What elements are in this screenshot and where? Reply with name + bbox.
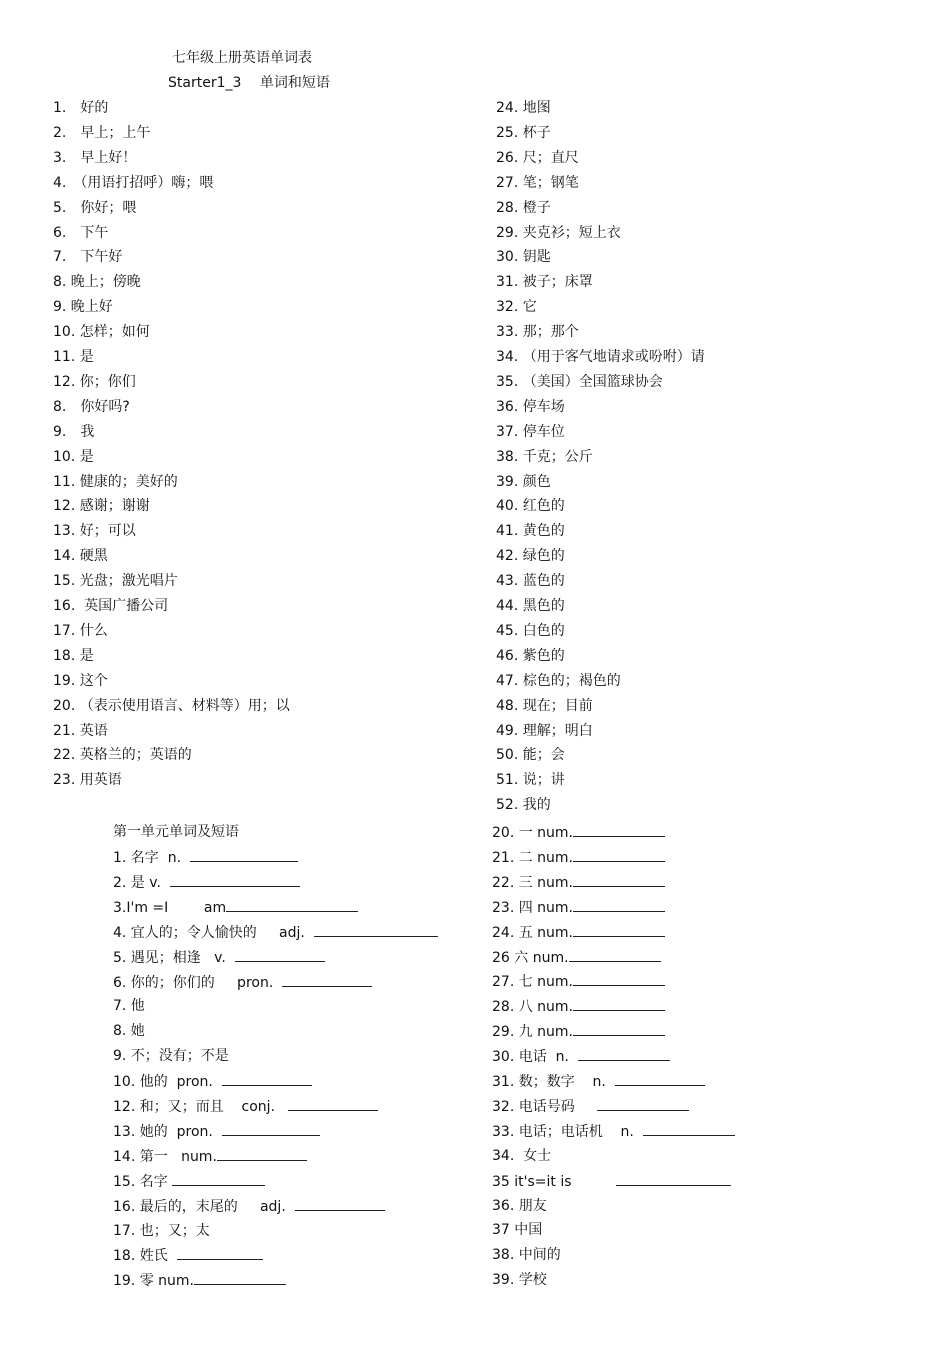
list-item	[113, 1271, 286, 1290]
list-item-text: 32. 电话号码	[492, 1098, 597, 1115]
list-item	[496, 697, 593, 715]
list-item	[496, 298, 537, 316]
list-item	[496, 248, 551, 266]
list-item-text: 19. 零 num.	[113, 1273, 194, 1290]
list-item	[53, 697, 290, 715]
list-item-text: 23. 用英语	[53, 772, 122, 789]
list-item-text: 14. 硬黑	[53, 548, 108, 565]
list-item	[492, 1022, 665, 1041]
list-item-text: 10. 他的 pron.	[113, 1074, 222, 1091]
answer-blank[interactable]	[235, 948, 325, 962]
answer-blank[interactable]	[643, 1122, 735, 1136]
list-item-text: 18. 姓氏	[113, 1248, 177, 1265]
list-item-text: 32. 它	[496, 299, 537, 316]
list-item	[496, 373, 663, 391]
list-item-text: 38. 千克；公斤	[496, 448, 593, 465]
list-item-text: 1. 好的	[53, 100, 109, 116]
list-item	[53, 224, 108, 242]
list-item	[53, 622, 108, 640]
list-item-text: 7. 下午好	[53, 249, 123, 266]
list-item	[496, 672, 621, 690]
list-item	[53, 647, 94, 665]
answer-blank[interactable]	[282, 973, 372, 987]
list-item	[113, 1072, 312, 1091]
list-item	[496, 149, 579, 167]
list-item	[53, 174, 213, 192]
list-item-text: 29. 夹克衫；短上衣	[496, 224, 621, 241]
list-item	[496, 796, 551, 814]
list-item-text: 13. 她的 pron.	[113, 1123, 222, 1140]
list-item-text: 39. 颜色	[496, 473, 551, 490]
list-item-text: 15. 名字	[113, 1173, 173, 1190]
list-item	[113, 873, 300, 892]
list-item-text: 25. 杯子	[496, 124, 551, 141]
answer-blank[interactable]	[616, 1172, 731, 1186]
list-item-text: 44. 黑色的	[496, 598, 565, 614]
list-item	[113, 1147, 307, 1166]
list-item-text: 26. 尺；直尺	[496, 149, 579, 166]
list-item	[496, 473, 551, 491]
list-item-text: 3. 早上好！	[53, 149, 137, 166]
list-item	[492, 823, 665, 842]
list-item	[53, 149, 136, 167]
list-item	[496, 398, 565, 416]
unit1-heading: 第一单元单词及短语	[113, 824, 239, 840]
list-item-text: 52. 我的	[496, 797, 551, 814]
list-item	[113, 1197, 385, 1216]
list-item	[113, 1172, 265, 1191]
list-item-text: 9. 不；没有；不是	[113, 1048, 229, 1065]
list-item-text: 9. 晚上好	[53, 299, 113, 316]
page-subtitle: Starter1_3 单词和短语	[168, 75, 330, 91]
list-item	[492, 923, 665, 942]
list-item-text: 23. 四 num.	[492, 899, 573, 916]
list-item-text: 39. 学校	[492, 1272, 547, 1289]
list-item-text: 11. 是	[53, 349, 94, 365]
list-item-text: 31. 数；数字 n.	[492, 1074, 615, 1090]
list-item-text: 13. 好；可以	[53, 523, 136, 540]
list-item-text: 28. 橙子	[496, 199, 551, 216]
list-item	[492, 1097, 689, 1116]
list-item	[492, 1221, 542, 1239]
list-item	[492, 1271, 547, 1289]
answer-blank[interactable]	[222, 1122, 320, 1136]
list-item-text: 14. 第一 num.	[113, 1148, 217, 1165]
answer-blank[interactable]	[573, 873, 665, 887]
answer-blank[interactable]	[190, 848, 298, 862]
list-item	[492, 1122, 735, 1141]
list-item-text: 29. 九 num.	[492, 1024, 573, 1041]
list-item-text: 2. 早上；上午	[53, 124, 151, 141]
list-item	[496, 771, 565, 789]
list-item	[492, 1072, 705, 1091]
list-item-text: 35. （美国）全国篮球协会	[496, 373, 663, 390]
list-item	[492, 898, 665, 917]
list-item-text: 47. 棕色的；褐色的	[496, 672, 621, 689]
answer-blank[interactable]	[573, 898, 665, 912]
list-item-text: 8. 你好吗?	[53, 398, 130, 415]
answer-blank[interactable]	[569, 948, 661, 962]
list-item	[492, 873, 665, 892]
list-item	[496, 348, 705, 366]
list-item-text: 12. 和；又；而且 conj.	[113, 1099, 289, 1115]
list-item-text: 19. 这个	[53, 672, 108, 689]
list-item	[53, 398, 130, 416]
list-item	[53, 547, 108, 565]
list-item	[53, 448, 94, 466]
list-item	[113, 923, 438, 942]
list-item	[492, 948, 661, 967]
answer-blank[interactable]	[295, 1197, 385, 1211]
list-item	[496, 622, 565, 640]
list-item-text: 16. 英国广播公司	[53, 598, 169, 614]
list-item-text: 17. 也；又；太	[113, 1222, 210, 1239]
list-item-text: 34. 女士	[492, 1147, 552, 1164]
list-item	[113, 948, 325, 967]
list-item	[53, 497, 150, 515]
list-item	[53, 473, 178, 491]
list-item-text: 15. 光盘；激光唱片	[53, 573, 178, 590]
list-item-text: 30. 钥匙	[496, 249, 551, 266]
list-item-text: 1. 名字 n.	[113, 850, 190, 866]
answer-blank[interactable]	[222, 1072, 312, 1086]
list-item-text: 33. 那；那个	[496, 324, 579, 341]
list-item	[53, 298, 113, 316]
list-item	[113, 1097, 378, 1116]
list-item-text: 26 六 num.	[492, 949, 569, 966]
list-item	[496, 647, 565, 665]
answer-blank[interactable]	[573, 972, 665, 986]
answer-blank[interactable]	[573, 848, 665, 862]
list-item	[496, 323, 579, 341]
list-item	[113, 1047, 229, 1065]
list-item-text: 10. 是	[53, 448, 94, 465]
answer-blank[interactable]	[170, 873, 300, 887]
list-item	[496, 224, 621, 242]
list-item-text: 20. （表示使用语言、材料等）用；以	[53, 697, 290, 714]
list-item-text: 27. 笔；钢笔	[496, 174, 579, 191]
list-item	[496, 522, 565, 540]
list-item	[53, 597, 168, 615]
list-item	[113, 898, 358, 917]
list-item-text: 21. 英语	[53, 722, 108, 739]
list-item-text: 30. 电话 n.	[492, 1049, 578, 1066]
list-item-text: 5. 你好；喂	[53, 199, 137, 216]
list-item-text: 8. 她	[113, 1023, 145, 1040]
list-item	[496, 99, 551, 117]
list-item-text: 17. 什么	[53, 622, 108, 639]
answer-blank[interactable]	[597, 1097, 689, 1111]
answer-blank[interactable]	[177, 1246, 263, 1260]
answer-blank[interactable]	[573, 823, 665, 837]
list-item	[496, 597, 565, 615]
list-item	[53, 572, 178, 590]
answer-blank[interactable]	[573, 1022, 665, 1036]
list-item	[496, 423, 565, 441]
list-item	[113, 1246, 263, 1265]
answer-blank[interactable]	[217, 1147, 307, 1161]
list-item	[53, 273, 141, 291]
list-item-text: 34. （用于客气地请求或吩咐）请	[496, 349, 705, 365]
list-item-text: 10. 怎样；如何	[53, 324, 150, 341]
list-item	[53, 348, 94, 366]
list-item-text: 45. 白色的	[496, 622, 565, 639]
list-item	[113, 973, 372, 992]
list-item-text: 42. 绿色的	[496, 548, 565, 565]
list-item-text: 11. 健康的；美好的	[53, 473, 178, 490]
answer-blank[interactable]	[314, 923, 438, 937]
list-item-text: 36. 朋友	[492, 1197, 547, 1214]
answer-blank[interactable]	[573, 923, 665, 937]
list-item-text: 6. 下午	[53, 224, 109, 241]
list-item-text: 46. 紫色的	[496, 647, 565, 664]
list-item	[496, 722, 593, 740]
list-item	[492, 1147, 551, 1165]
list-item-text: 8. 晚上；傍晚	[53, 274, 141, 291]
list-item	[496, 174, 579, 192]
list-item	[496, 124, 551, 142]
list-item	[492, 972, 665, 991]
answer-blank[interactable]	[615, 1072, 705, 1086]
list-item-text: 33. 电话；电话机 n.	[492, 1123, 643, 1140]
list-item-text: 31. 被子；床罩	[496, 274, 593, 291]
list-item-text: 12. 感谢；谢谢	[53, 498, 150, 515]
list-item-text: 27. 七 num.	[492, 974, 573, 991]
answer-blank[interactable]	[226, 898, 358, 912]
list-item-text: 41. 黄色的	[496, 523, 565, 540]
list-item	[53, 746, 192, 764]
list-item	[496, 572, 565, 590]
list-item	[492, 1197, 547, 1215]
answer-blank[interactable]	[573, 997, 665, 1011]
list-item-text: 48. 现在；目前	[496, 697, 593, 714]
list-item-text: 37. 停车位	[496, 423, 565, 440]
list-item	[113, 1122, 320, 1141]
list-item-text: 36. 停车场	[496, 398, 565, 415]
list-item	[496, 199, 551, 217]
list-item-text: 4. 宜人的；令人愉快的 adj.	[113, 924, 314, 941]
list-item-text: 5. 遇见；相逢 v.	[113, 949, 235, 966]
list-item-text: 40. 红色的	[496, 498, 565, 515]
list-item	[53, 323, 150, 341]
list-item-text: 51. 说；讲	[496, 772, 565, 789]
list-item-text: 12. 你；你们	[53, 373, 136, 390]
list-item-text: 6. 你的；你们的 pron.	[113, 974, 283, 991]
list-item	[53, 199, 136, 217]
list-item-text: 49. 理解；明白	[496, 722, 593, 739]
list-item-text: 37 中国	[492, 1222, 543, 1239]
list-item	[496, 273, 593, 291]
page-title: 七年级上册英语单词表	[172, 50, 312, 66]
list-item-text: 16. 最后的，末尾的 adj.	[113, 1198, 295, 1215]
list-item-text: 22. 英格兰的；英语的	[53, 747, 192, 764]
list-item-text: 20. 一 num.	[492, 825, 573, 841]
list-item	[496, 497, 565, 515]
list-item	[492, 1172, 731, 1191]
answer-blank[interactable]	[578, 1047, 670, 1061]
list-item-text: 22. 三 num.	[492, 874, 573, 891]
list-item-text: 24. 地图	[496, 100, 551, 116]
list-item	[113, 1222, 210, 1240]
list-item	[53, 373, 136, 391]
list-item	[496, 547, 565, 565]
answer-blank[interactable]	[172, 1172, 265, 1186]
list-item-text: 50. 能；会	[496, 747, 565, 764]
list-item	[496, 746, 565, 764]
list-item	[496, 448, 593, 466]
list-item	[113, 848, 298, 867]
answer-blank[interactable]	[194, 1271, 286, 1285]
list-item-text: 24. 五 num.	[492, 924, 573, 941]
list-item	[492, 848, 665, 867]
list-item	[113, 1022, 145, 1040]
list-item-text: 7. 他	[113, 998, 145, 1015]
list-item	[113, 997, 145, 1015]
list-item-text: 2. 是 v.	[113, 874, 170, 891]
answer-blank[interactable]	[288, 1097, 378, 1111]
list-item	[53, 771, 122, 789]
list-item	[53, 522, 136, 540]
list-item	[53, 124, 150, 142]
list-item	[53, 99, 108, 117]
list-item-text: 28. 八 num.	[492, 999, 573, 1016]
list-item	[53, 423, 94, 441]
list-item	[492, 997, 665, 1016]
list-item-text: 35 it's=it is	[492, 1173, 617, 1190]
list-item-text: 9. 我	[53, 423, 95, 440]
list-item	[53, 248, 122, 266]
list-item-text: 18. 是	[53, 647, 94, 664]
list-item	[492, 1047, 670, 1066]
list-item	[53, 722, 108, 740]
list-item-text: 43. 蓝色的	[496, 573, 565, 590]
list-item-text: 21. 二 num.	[492, 849, 573, 866]
list-item	[492, 1246, 561, 1264]
list-item-text: 38. 中间的	[492, 1247, 561, 1264]
list-item-text: 4. （用语打招呼）嗨；喂	[53, 174, 214, 191]
list-item	[53, 672, 108, 690]
list-item-text: 3.I'm =I am	[113, 899, 227, 916]
